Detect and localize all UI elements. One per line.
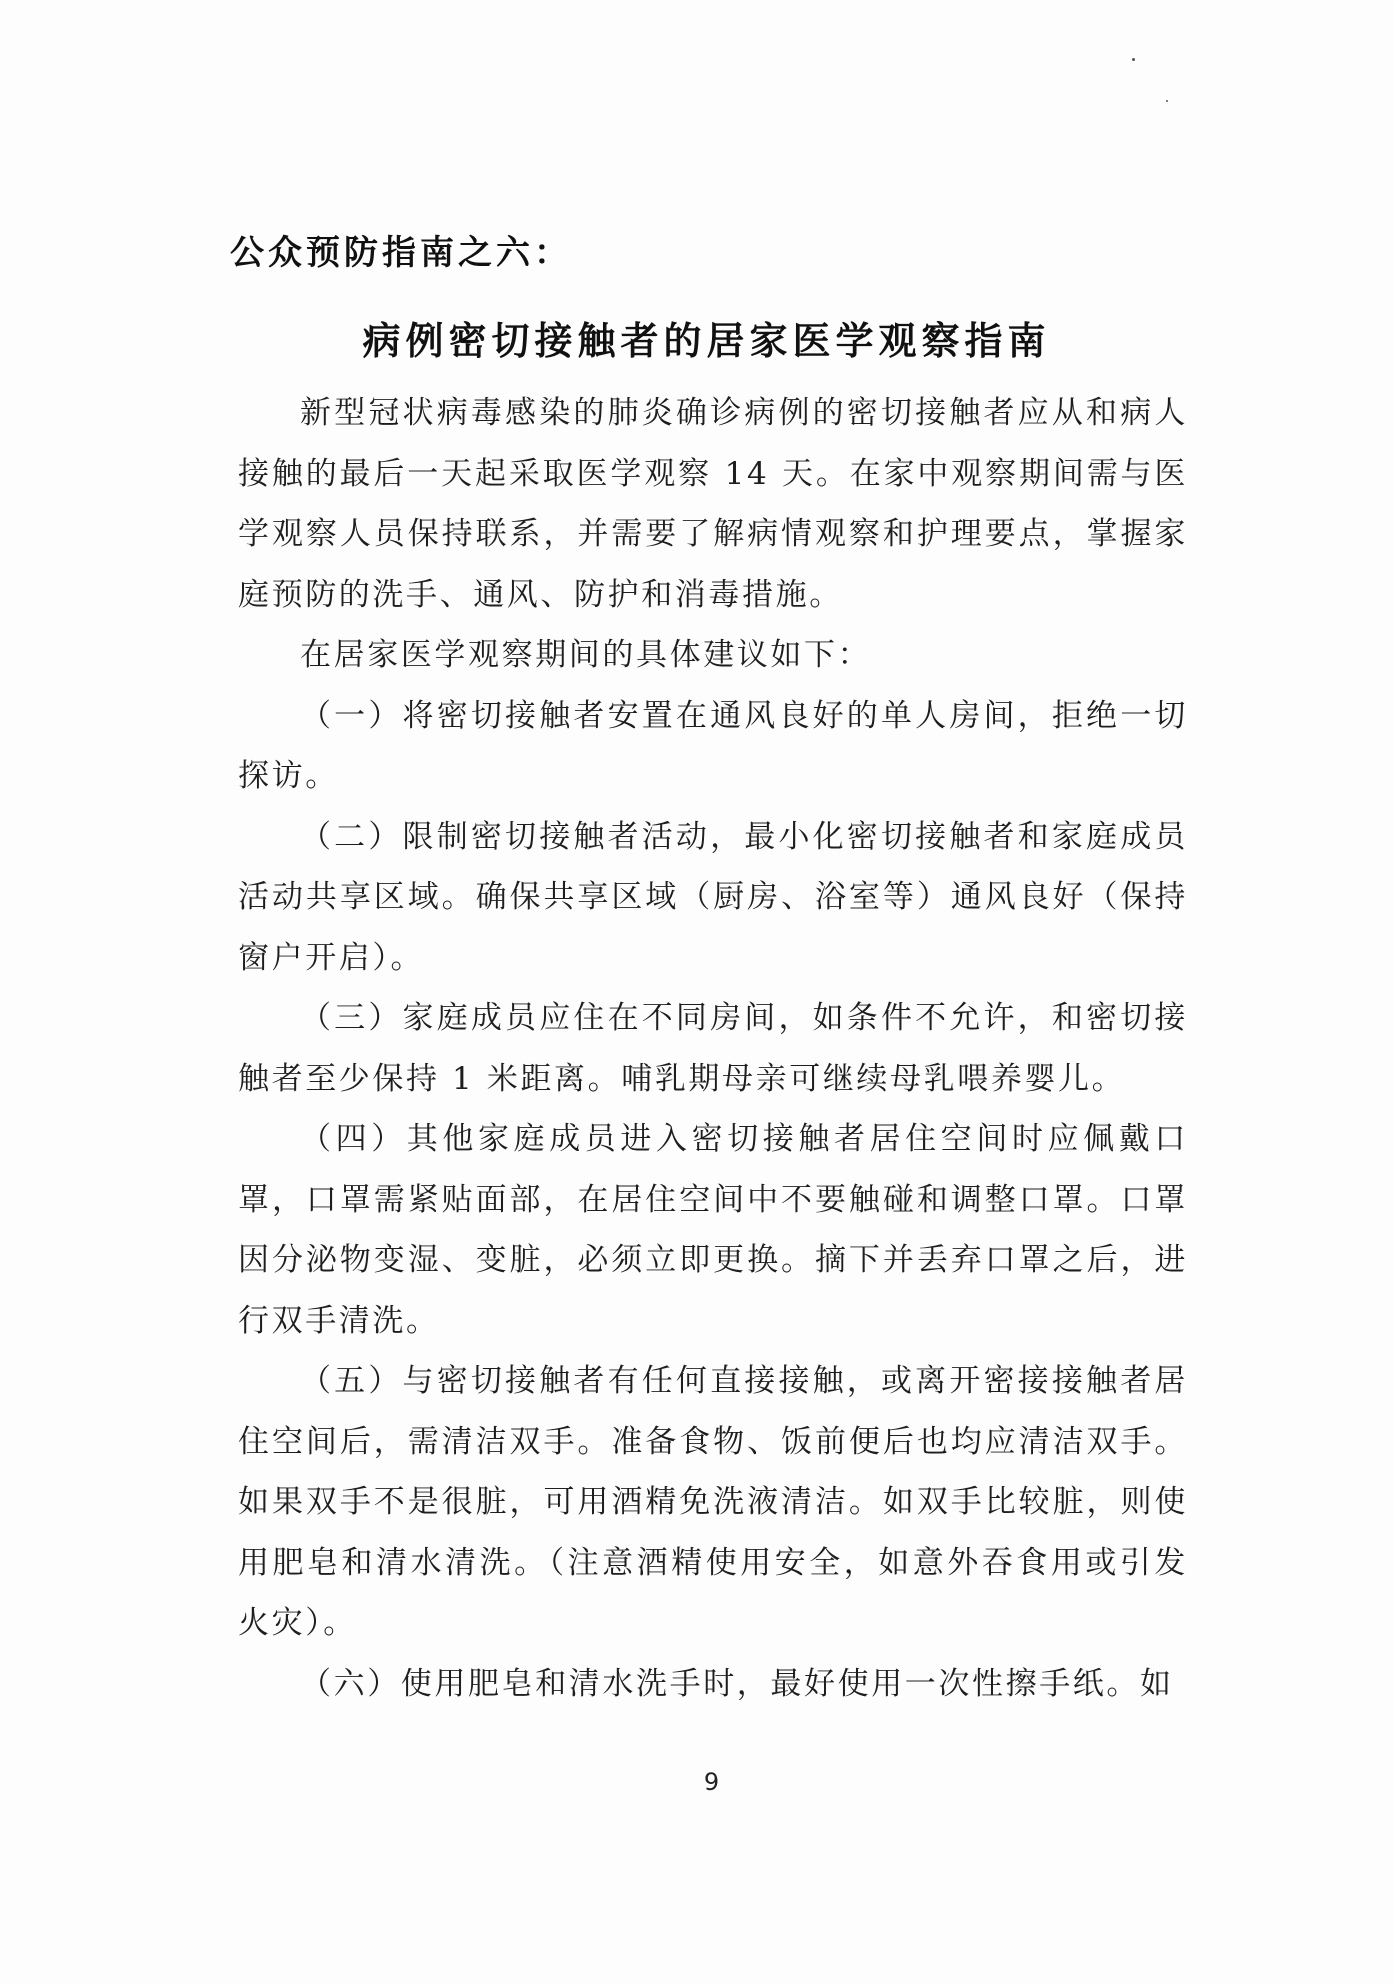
paragraph-item-3: （三）家庭成员应住在不同房间，如条件不允许，和密切接触者至少保持 1 米距离。哺乳期母亲可继续母乳喂养婴儿。 bbox=[238, 1000, 1188, 1097]
paragraph-item-5: （五）与密切接触者有任何直接接触，或离开密接接触者居住空间后，需清洁双手。准备食物、饭前便后也均应清洁双手。如果双手不是很脏，可用酒精免洗液清洁。如双手比较脏，则使用肥皂和清水清洗。（注意酒精使用安全，如意外吞食用或引发火灾）。 bbox=[238, 1363, 1188, 1641]
paragraph-item-4: （四）其他家庭成员进入密切接触者居住空间时应佩戴口罩，口罩需紧贴面部，在居住空间中不要触碰和调整口罩。口罩因分泌物变湿、变脏，必须立即更换。摘下并丢弃口罩之后，进行双手清洗。 bbox=[238, 1121, 1188, 1339]
page-number: 9 bbox=[703, 1768, 720, 1796]
paragraph-advice-lead: 在居家医学观察期间的具体建议如下： bbox=[300, 637, 872, 673]
paragraph-item-2: （二）限制密切接触者活动，最小化密切接触者和家庭成员活动共享区域。确保共享区域（厨房、浴室等）通风良好（保持窗户开启）。 bbox=[238, 818, 1188, 976]
document-body bbox=[238, 383, 1188, 1714]
guide-subtitle: 公众预防指南之六： bbox=[230, 233, 572, 273]
page-title: 病例密切接触者的居家医学观察指南 bbox=[362, 319, 1051, 363]
scan-speck bbox=[1166, 100, 1168, 102]
paragraph-intro: 新型冠状病毒感染的肺炎确诊病例的密切接触者应从和病人接触的最后一天起采取医学观察 14 天。在家中观察期间需与医学观察人员保持联系，并需要了解病情观察和护理要点，掌握家庭预防的洗手、通风、防护和消毒措施。 bbox=[238, 395, 1188, 613]
scan-speck bbox=[1132, 58, 1135, 61]
paragraph-item-1: （一）将密切接触者安置在通风良好的单人房间，拒绝一切探访。 bbox=[238, 697, 1188, 794]
paragraph-item-6: （六）使用肥皂和清水洗手时，最好使用一次性擦手纸。如 bbox=[300, 1665, 1174, 1702]
